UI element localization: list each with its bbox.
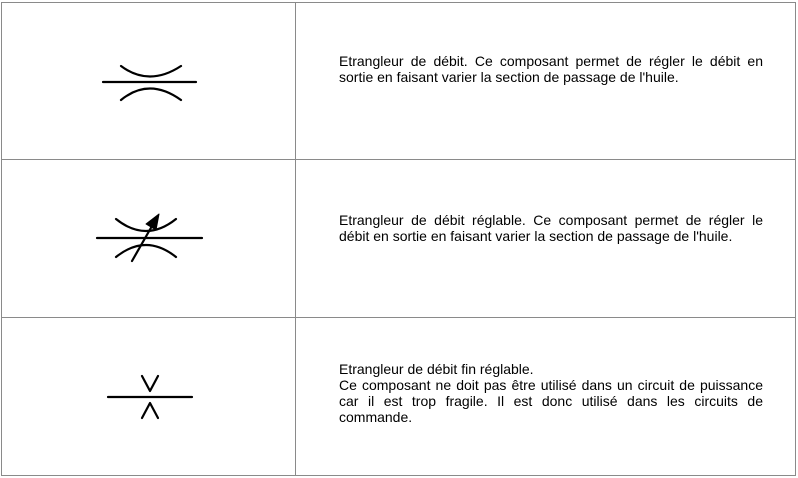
description-paragraph: Etrangleur de débit fin réglable. [339, 361, 534, 377]
description-cell [339, 212, 763, 244]
component-table [1, 2, 796, 476]
table-row [2, 318, 795, 476]
symbol-cell [2, 160, 296, 317]
table-row [2, 3, 795, 160]
adjustable-flow-restrictor-icon [2, 160, 296, 318]
fine-adjustable-flow-restrictor-icon [2, 318, 296, 476]
description-paragraph: Etrangleur de débit. Ce composant permet de régler le débit en sortie en faisant varier la section de passage de l'huile. [339, 53, 763, 85]
description-cell [339, 361, 763, 425]
fixed-flow-restrictor-icon [2, 3, 296, 160]
description-paragraph: Ce composant ne doit pas être utilisé dans un circuit de puissance car il est trop fragile. Il est donc utilisé dans les circuits de commande. [339, 377, 763, 425]
description-cell [339, 53, 763, 85]
symbol-cell [2, 3, 296, 159]
description-paragraph: Etrangleur de débit réglable. Ce composant permet de régler le débit en sortie en faisant varier la section de passage de l'huile. [339, 212, 763, 244]
table-row [2, 160, 795, 318]
symbol-cell [2, 318, 296, 475]
